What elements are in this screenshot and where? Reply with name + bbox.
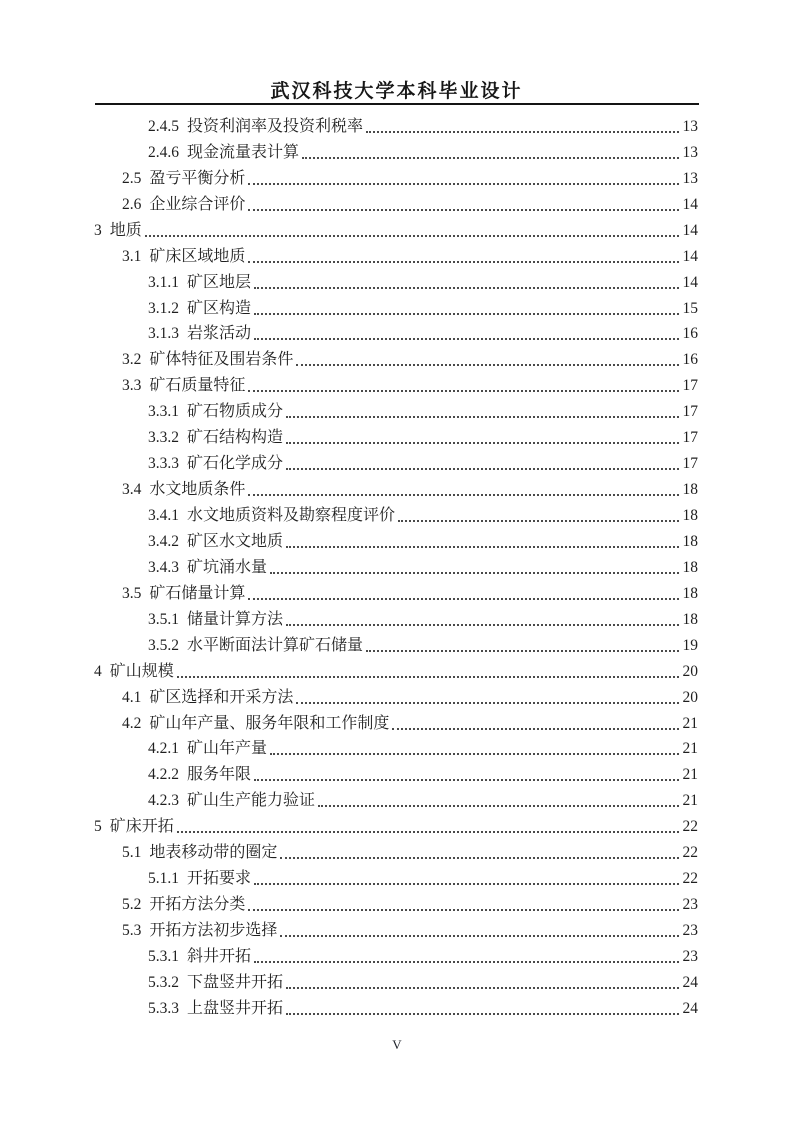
toc-entry-title: 岩浆活动 — [187, 325, 252, 343]
toc-entry-number: 2.6 — [122, 195, 142, 213]
toc-entry[interactable] — [94, 503, 698, 529]
toc-entry-page: 13 — [682, 143, 698, 161]
toc-entry-title: 服务年限 — [187, 766, 252, 784]
toc-entry[interactable] — [94, 425, 698, 451]
toc-entry[interactable] — [94, 711, 698, 737]
toc-entry-title: 矿石化学成分 — [187, 455, 284, 473]
toc-leader-dots — [286, 546, 678, 548]
toc-entry[interactable] — [94, 970, 698, 996]
toc-entry-page: 18 — [682, 558, 698, 576]
toc-entry-number: 5.1.1 — [148, 870, 179, 888]
toc-entry-title: 斜井开拓 — [187, 947, 252, 965]
toc-entry-page: 23 — [682, 947, 698, 965]
toc-entry-number: 5.2 — [122, 896, 142, 914]
toc-leader-dots — [254, 313, 678, 315]
toc-entry-page: 17 — [682, 403, 698, 421]
toc-entry[interactable] — [94, 451, 698, 477]
toc-entry-page: 14 — [682, 221, 698, 239]
toc-leader-dots — [296, 702, 678, 704]
toc-entry-title: 矿床开拓 — [109, 818, 174, 836]
toc-entry[interactable] — [94, 322, 698, 348]
toc-entry-number: 4.2.1 — [148, 740, 179, 758]
toc-entry[interactable] — [94, 347, 698, 373]
toc-leader-dots — [286, 1013, 678, 1015]
toc-entry-number: 3.5.2 — [148, 636, 179, 654]
toc-entry[interactable] — [94, 737, 698, 763]
toc-entry[interactable] — [94, 477, 698, 503]
toc-leader-dots — [248, 209, 678, 211]
toc-entry-number: 2.4.6 — [148, 143, 179, 161]
toc-entry[interactable] — [94, 373, 698, 399]
toc-entry-number: 4 — [94, 662, 102, 680]
toc-entry-number: 3.1 — [122, 247, 142, 265]
toc-entry[interactable] — [94, 866, 698, 892]
toc-entry-title: 地质 — [109, 221, 142, 239]
toc-entry-number: 5.3.1 — [148, 947, 179, 965]
toc-entry-title: 矿山生产能力验证 — [187, 792, 316, 810]
toc-leader-dots — [254, 287, 678, 289]
toc-leader-dots — [366, 650, 678, 652]
toc-entry-page: 21 — [682, 792, 698, 810]
toc-leader-dots — [254, 779, 678, 781]
toc-entry-page: 18 — [682, 584, 698, 602]
toc-entry-page: 15 — [682, 299, 698, 317]
toc-entry[interactable] — [94, 244, 698, 270]
toc-entry[interactable] — [94, 996, 698, 1022]
toc-entry-number: 3.4.3 — [148, 558, 179, 576]
toc-entry[interactable] — [94, 814, 698, 840]
toc-entry[interactable] — [94, 555, 698, 581]
toc-leader-dots — [248, 183, 678, 185]
toc-entry-number: 3.4.2 — [148, 532, 179, 550]
toc-leader-dots — [248, 390, 678, 392]
toc-leader-dots — [145, 235, 679, 237]
toc-entry-title: 矿石质量特征 — [149, 377, 246, 395]
toc-entry-title: 上盘竖井开拓 — [187, 999, 284, 1017]
header-rule — [95, 103, 699, 105]
toc-leader-dots — [392, 728, 678, 730]
toc-entry-number: 3.1.2 — [148, 299, 179, 317]
toc-entry-title: 矿山年产量 — [187, 740, 268, 758]
toc-leader-dots — [286, 442, 678, 444]
toc-entry-page: 22 — [682, 818, 698, 836]
toc-entry-page: 21 — [682, 740, 698, 758]
toc-entry-title: 矿区构造 — [187, 299, 252, 317]
toc-entry-page: 18 — [682, 481, 698, 499]
toc-entry-title: 矿石结构构造 — [187, 429, 284, 447]
toc-entry-page: 21 — [682, 766, 698, 784]
toc-leader-dots — [286, 987, 678, 989]
toc-entry-title: 矿石储量计算 — [149, 584, 246, 602]
toc-entry-title: 水文地质条件 — [149, 481, 246, 499]
toc-entry[interactable] — [94, 633, 698, 659]
toc-entry-page: 24 — [682, 999, 698, 1017]
toc-entry[interactable] — [94, 270, 698, 296]
toc-entry-title: 开拓方法初步选择 — [149, 922, 278, 940]
toc-entry-number: 3.3.2 — [148, 429, 179, 447]
toc-entry-number: 3.1.3 — [148, 325, 179, 343]
toc-entry-title: 矿坑涌水量 — [187, 558, 268, 576]
toc-entry-title: 投资利润率及投资利税率 — [187, 117, 364, 135]
toc-leader-dots — [248, 909, 678, 911]
toc-entry[interactable] — [94, 840, 698, 866]
toc-leader-dots — [177, 831, 679, 833]
toc-entry-page: 22 — [682, 870, 698, 888]
toc-entry-title: 储量计算方法 — [187, 610, 284, 628]
toc-leader-dots — [270, 572, 678, 574]
toc-entry-number: 3 — [94, 221, 102, 239]
toc-entry-number: 3.3.3 — [148, 455, 179, 473]
toc-entry[interactable] — [94, 788, 698, 814]
toc-entry-title: 矿体特征及围岩条件 — [149, 351, 294, 369]
toc-entry-page: 17 — [682, 429, 698, 447]
toc-entry-page: 18 — [682, 610, 698, 628]
toc-entry-page: 13 — [682, 169, 698, 187]
toc-entry-number: 4.2 — [122, 714, 142, 732]
toc-entry-page: 22 — [682, 844, 698, 862]
toc-entry-page: 19 — [682, 636, 698, 654]
toc-entry-title: 下盘竖井开拓 — [187, 973, 284, 991]
toc-entry[interactable] — [94, 659, 698, 685]
toc-entry-page: 13 — [682, 117, 698, 135]
toc-leader-dots — [302, 157, 678, 159]
toc-leader-dots — [248, 261, 678, 263]
toc-entry-number: 3.5 — [122, 584, 142, 602]
toc-leader-dots — [254, 961, 678, 963]
toc-entry-number: 4.2.2 — [148, 766, 179, 784]
toc-entry-number: 5.3.3 — [148, 999, 179, 1017]
toc-entry[interactable] — [94, 399, 698, 425]
toc-entry[interactable] — [94, 581, 698, 607]
toc-entry-number: 2.4.5 — [148, 117, 179, 135]
toc-entry-number: 4.1 — [122, 688, 142, 706]
toc-leader-dots — [248, 494, 678, 496]
toc-leader-dots — [296, 364, 678, 366]
toc-entry-number: 5 — [94, 818, 102, 836]
toc-leader-dots — [286, 416, 678, 418]
toc-entry[interactable] — [94, 685, 698, 711]
toc-entry[interactable] — [94, 944, 698, 970]
toc-entry[interactable] — [94, 192, 698, 218]
toc-entry[interactable] — [94, 529, 698, 555]
toc-entry-title: 盈亏平衡分析 — [149, 169, 246, 187]
toc-entry-title: 开拓方法分类 — [149, 896, 246, 914]
toc-leader-dots — [318, 805, 678, 807]
toc-entry-title: 水文地质资料及勘察程度评价 — [187, 507, 396, 525]
toc-entry[interactable] — [94, 607, 698, 633]
toc-entry-number: 3.3.1 — [148, 403, 179, 421]
toc-entry[interactable] — [94, 114, 698, 140]
toc-entry-title: 矿山规模 — [109, 662, 174, 680]
toc-entry[interactable] — [94, 218, 698, 244]
toc-leader-dots — [280, 857, 678, 859]
toc-entry-number: 5.3.2 — [148, 973, 179, 991]
toc-entry-page: 16 — [682, 351, 698, 369]
toc-leader-dots — [280, 935, 678, 937]
toc-entry-page: 14 — [682, 273, 698, 291]
toc-entry-title: 水平断面法计算矿石储量 — [187, 636, 364, 654]
toc-entry-title: 矿石物质成分 — [187, 403, 284, 421]
toc-entry[interactable] — [94, 918, 698, 944]
toc-list — [94, 114, 698, 1022]
page-footer — [95, 1036, 699, 1054]
toc-entry-title: 矿山年产量、服务年限和工作制度 — [149, 714, 390, 732]
toc-entry-page: 20 — [682, 662, 698, 680]
toc-entry-title: 矿床区域地质 — [149, 247, 246, 265]
toc-entry-number: 4.2.3 — [148, 792, 179, 810]
toc-entry-title: 矿区选择和开采方法 — [149, 688, 294, 706]
toc-leader-dots — [286, 468, 678, 470]
toc-entry-number: 3.1.1 — [148, 273, 179, 291]
toc-entry-page: 17 — [682, 377, 698, 395]
toc-entry-page: 16 — [682, 325, 698, 343]
toc-entry-title: 现金流量表计算 — [187, 143, 300, 161]
toc-entry[interactable] — [94, 892, 698, 918]
toc-leader-dots — [270, 753, 678, 755]
toc-entry[interactable] — [94, 140, 698, 166]
toc-entry-title: 矿区地层 — [187, 273, 252, 291]
toc-entry-title: 企业综合评价 — [149, 195, 246, 213]
toc-entry-page: 24 — [682, 973, 698, 991]
toc-leader-dots — [254, 883, 678, 885]
toc-entry-number: 5.3 — [122, 922, 142, 940]
toc-leader-dots — [248, 598, 678, 600]
toc-entry-title: 矿区水文地质 — [187, 532, 284, 550]
toc-entry-number: 3.4.1 — [148, 507, 179, 525]
toc-entry-page: 14 — [682, 247, 698, 265]
toc-entry-number: 3.2 — [122, 351, 142, 369]
footer-page-number: V — [392, 1037, 402, 1052]
toc-entry-number: 3.3 — [122, 377, 142, 395]
toc-entry-page: 21 — [682, 714, 698, 732]
toc-entry-page: 23 — [682, 922, 698, 940]
toc-leader-dots — [398, 520, 678, 522]
toc-entry-number: 3.4 — [122, 481, 142, 499]
toc-entry-title: 开拓要求 — [187, 870, 252, 888]
toc-entry-number: 5.1 — [122, 844, 142, 862]
toc-entry-page: 20 — [682, 688, 698, 706]
toc-entry-page: 23 — [682, 896, 698, 914]
toc-leader-dots — [366, 131, 678, 133]
toc-entry[interactable] — [94, 762, 698, 788]
toc-leader-dots — [286, 624, 678, 626]
toc-entry-page: 18 — [682, 507, 698, 525]
toc-entry-page: 17 — [682, 455, 698, 473]
toc-entry[interactable] — [94, 166, 698, 192]
toc-leader-dots — [254, 338, 678, 340]
header-title: 武汉科技大学本科毕业设计 — [270, 81, 523, 102]
toc-entry[interactable] — [94, 296, 698, 322]
toc-entry-number: 2.5 — [122, 169, 142, 187]
toc-entry-page: 14 — [682, 195, 698, 213]
toc-entry-title: 地表移动带的圈定 — [149, 844, 278, 862]
toc-entry-number: 3.5.1 — [148, 610, 179, 628]
toc-leader-dots — [177, 676, 679, 678]
toc-entry-page: 18 — [682, 532, 698, 550]
